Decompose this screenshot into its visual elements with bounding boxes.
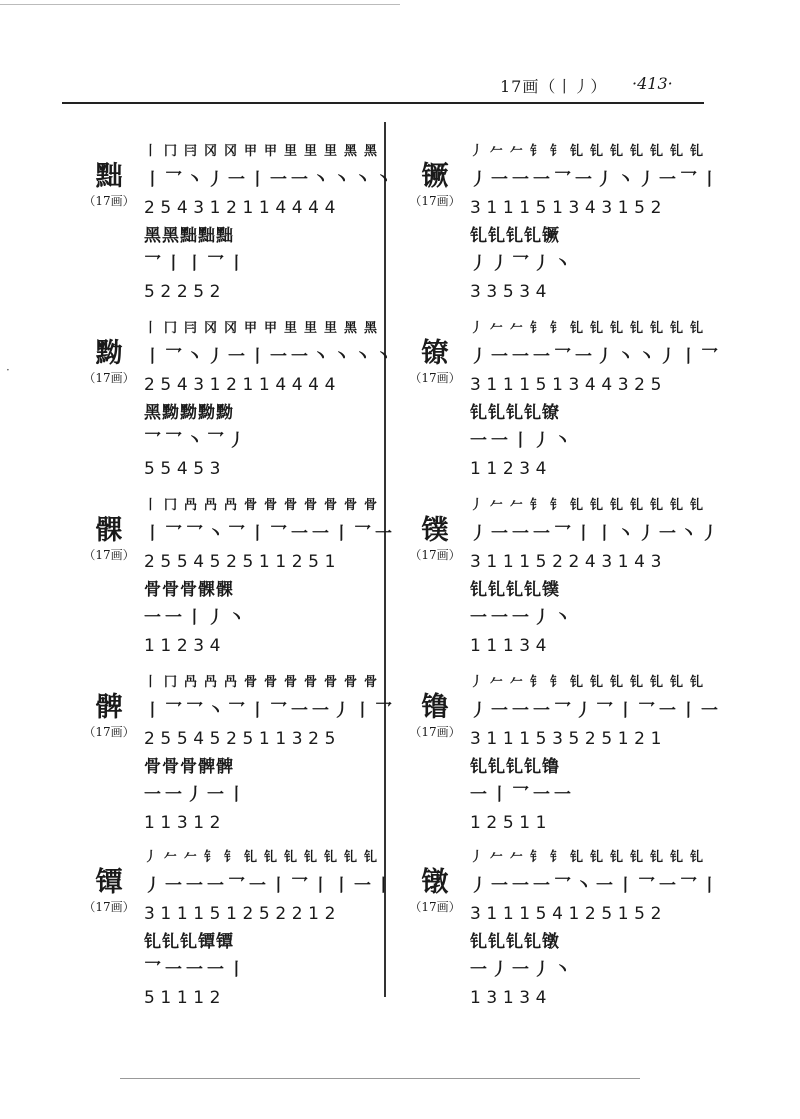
top-edge-rule <box>0 4 400 5</box>
margin-mark: · <box>6 363 10 377</box>
entry-character: 镤 <box>421 515 449 546</box>
entry-character: 镥 <box>421 692 449 723</box>
stroke-codes: 254312114444 <box>144 198 341 218</box>
page-section-title: 17画（丨丿） <box>500 77 608 96</box>
stroke-shapes: 丿一一一乛丨丨丶丿一丶丿 <box>470 524 722 544</box>
stroke-steps-continued: 黑黝黝黝黝 <box>144 403 234 423</box>
stroke-codes-continued: 33534 <box>470 282 553 302</box>
entry-right-3 <box>400 494 760 662</box>
page-number: ·413· <box>632 74 673 93</box>
stroke-count-tag: （17画） <box>83 371 135 385</box>
stroke-steps-continued: 钆钆钆钆镦 <box>470 932 560 952</box>
stroke-count-tag: （17画） <box>409 900 461 914</box>
stroke-codes-continued: 13134 <box>470 988 553 1008</box>
stroke-codes: 311154125152 <box>470 904 667 924</box>
entry-character: 髁 <box>95 515 123 546</box>
page-header <box>62 72 702 96</box>
stroke-steps-continued: 钆钆钆钆镢 <box>470 226 560 246</box>
stroke-steps-continued: 黑黑黜黜黜 <box>144 226 234 246</box>
stroke-shapes-continued: 一丿一丿丶 <box>470 960 575 980</box>
stroke-count-tag: （17画） <box>83 725 135 739</box>
stroke-steps: 丿𠂉𠂉钅钅钆钆钆钆钆钆钆 <box>470 321 711 336</box>
stroke-shapes: 丿一一一乛一丿丶丶丿丨乛 <box>470 347 722 367</box>
stroke-steps-continued: 钆钆钆钆镣 <box>470 403 560 423</box>
stroke-steps: 丨冂冎冎冎骨骨骨骨骨骨骨 <box>144 498 385 513</box>
stroke-count-tag: （17画） <box>83 548 135 562</box>
stroke-codes: 311152243143 <box>470 552 667 572</box>
entry-character: 镣 <box>421 338 449 369</box>
entry-right-5 <box>400 846 760 1014</box>
stroke-shapes: 丨乛丶丿一丨一一丶丶丶丶 <box>144 170 396 190</box>
entry-character: 髀 <box>95 692 123 723</box>
entry-character: 镢 <box>421 161 449 192</box>
entry-character: 镡 <box>95 867 123 898</box>
stroke-shapes: 丿一一一乛丶一丨乛一乛丨 <box>470 876 722 896</box>
stroke-shapes: 丨乛乛丶乛丨乛一一丿丨乛 <box>144 701 396 721</box>
stroke-codes-continued: 11234 <box>470 459 553 479</box>
stroke-shapes-continued: 一一丨丿丶 <box>144 608 249 628</box>
stroke-steps-continued: 钆钆钆钆镥 <box>470 757 560 777</box>
stroke-steps: 丿𠂉𠂉钅钅钆钆钆钆钆钆钆 <box>470 850 711 865</box>
stroke-steps: 丿𠂉𠂉钅钅钆钆钆钆钆钆钆 <box>470 675 711 690</box>
stroke-shapes-continued: 一一丨丿丶 <box>470 431 575 451</box>
stroke-shapes: 丨乛乛丶乛丨乛一一丨乛一 <box>144 524 396 544</box>
stroke-steps: 丨冂冃冈冈甲甲里里里黑黑 <box>144 321 385 336</box>
stroke-shapes: 丿一一一乛一丨乛丨丨一丨 <box>144 876 396 896</box>
header-rule <box>62 102 704 104</box>
stroke-codes: 255452511251 <box>144 552 341 572</box>
stroke-shapes: 丿一一一乛一丿丶丿一乛丨 <box>470 170 722 190</box>
stroke-codes-continued: 11134 <box>470 636 553 656</box>
stroke-shapes: 丿一一一乛丿乛丨乛一丨一 <box>470 701 722 721</box>
stroke-count-tag: （17画） <box>409 194 461 208</box>
stroke-codes-continued: 55453 <box>144 459 227 479</box>
entry-left-5 <box>74 846 434 1014</box>
stroke-shapes: 丨乛丶丿一丨一一丶丶丶丶 <box>144 347 396 367</box>
stroke-steps: 丿𠂉𠂉钅钅钆钆钆钆钆钆钆 <box>144 850 385 865</box>
stroke-codes-continued: 52252 <box>144 282 227 302</box>
stroke-count-tag: （17画） <box>409 725 461 739</box>
stroke-shapes-continued: 一丨乛一一 <box>470 785 575 805</box>
stroke-count-tag: （17画） <box>409 548 461 562</box>
stroke-steps-continued: 骨骨骨髁髁 <box>144 580 234 600</box>
stroke-codes: 254312114444 <box>144 375 341 395</box>
stroke-codes-continued: 11234 <box>144 636 227 656</box>
entry-left-4 <box>74 671 434 839</box>
stroke-shapes-continued: 一一丿一丨 <box>144 785 249 805</box>
stroke-steps: 丿𠂉𠂉钅钅钆钆钆钆钆钆钆 <box>470 144 711 159</box>
stroke-steps: 丨冂冃冈冈甲甲里里里黑黑 <box>144 144 385 159</box>
stroke-count-tag: （17画） <box>409 371 461 385</box>
stroke-shapes-continued: 乛丨丨乛丨 <box>144 254 249 274</box>
entry-left-2 <box>74 317 434 485</box>
stroke-count-tag: （17画） <box>83 900 135 914</box>
entry-character: 镦 <box>421 867 449 898</box>
stroke-codes: 311153525121 <box>470 729 667 749</box>
stroke-steps: 丿𠂉𠂉钅钅钆钆钆钆钆钆钆 <box>470 498 711 513</box>
stroke-shapes-continued: 乛一一一丨 <box>144 960 249 980</box>
entry-right-2 <box>400 317 760 485</box>
entry-right-4 <box>400 671 760 839</box>
stroke-codes-continued: 11312 <box>144 813 227 833</box>
stroke-steps-continued: 钆钆钆镡镡 <box>144 932 234 952</box>
stroke-codes: 311151252212 <box>144 904 341 924</box>
stroke-codes: 311151344325 <box>470 375 667 395</box>
entry-character: 黜 <box>95 161 123 192</box>
stroke-shapes-continued: 乛乛丶乛丿 <box>144 431 249 451</box>
stroke-shapes-continued: 丿丿乛丿丶 <box>470 254 575 274</box>
entry-right-1 <box>400 140 760 308</box>
stroke-steps: 丨冂冎冎冎骨骨骨骨骨骨骨 <box>144 675 385 690</box>
stroke-steps-continued: 骨骨骨髀髀 <box>144 757 234 777</box>
entry-character: 黝 <box>95 338 123 369</box>
stroke-codes-continued: 51112 <box>144 988 227 1008</box>
stroke-codes: 311151343152 <box>470 198 667 218</box>
entry-left-3 <box>74 494 434 662</box>
stroke-count-tag: （17画） <box>83 194 135 208</box>
stroke-steps-continued: 钆钆钆钆镤 <box>470 580 560 600</box>
stroke-codes: 255452511325 <box>144 729 341 749</box>
stroke-codes-continued: 12511 <box>470 813 553 833</box>
footer-rule <box>120 1078 640 1079</box>
stroke-shapes-continued: 一一一丿丶 <box>470 608 575 628</box>
entry-left-1 <box>74 140 434 308</box>
